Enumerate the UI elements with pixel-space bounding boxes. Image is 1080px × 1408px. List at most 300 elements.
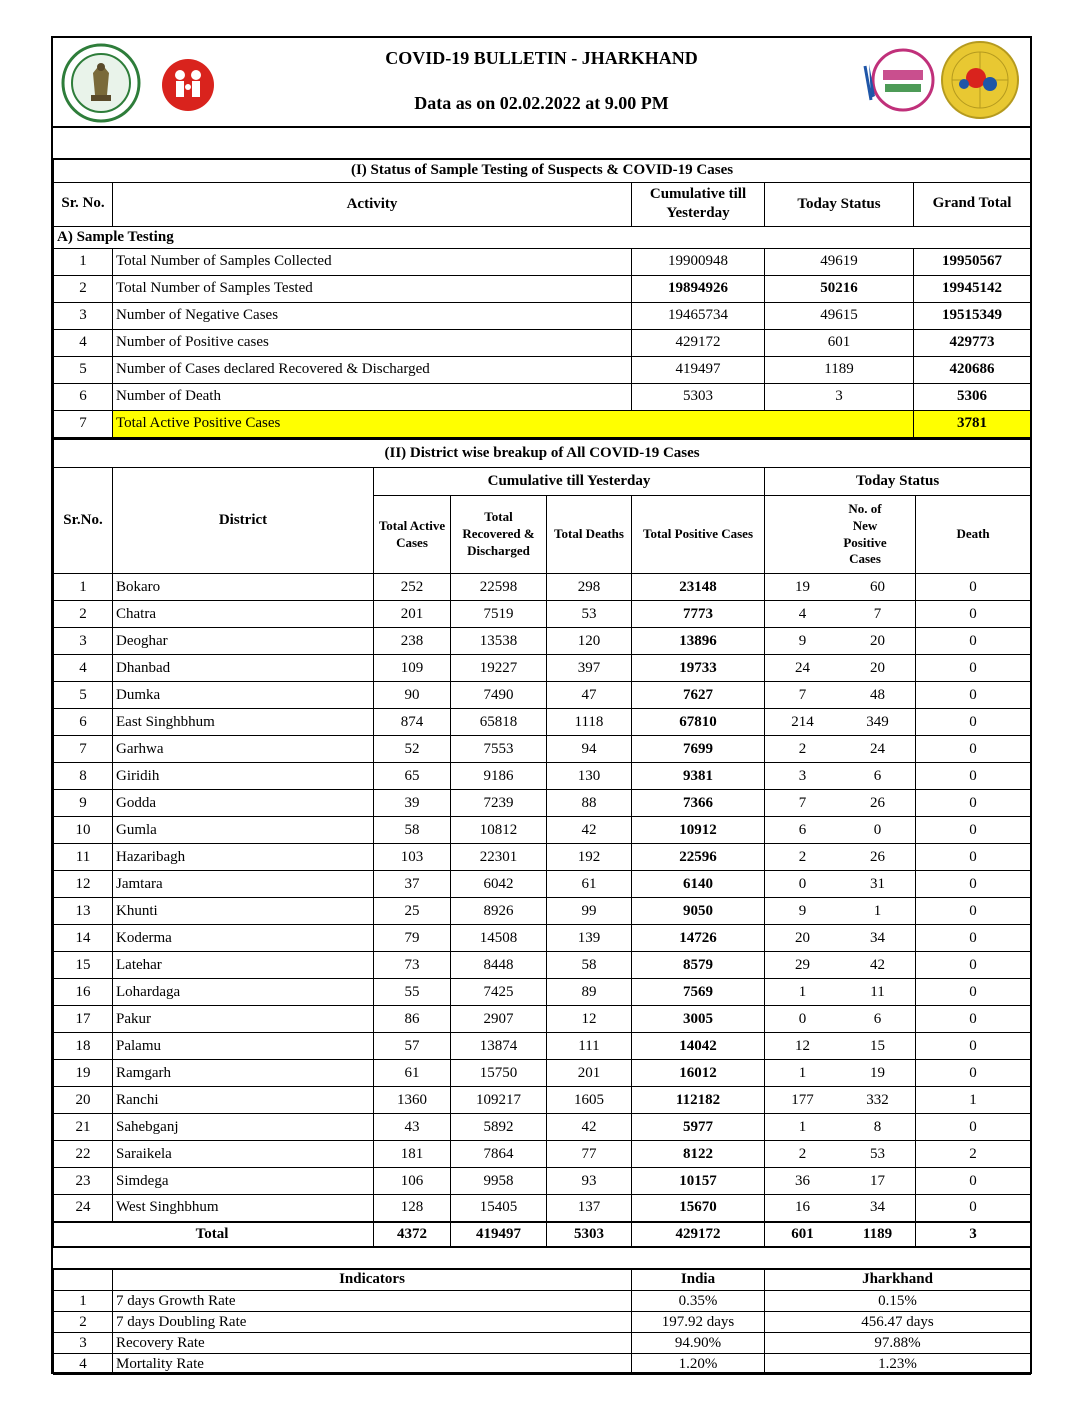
district-recovered: 109217 (451, 1087, 547, 1114)
sample-testing-table (53, 160, 1031, 438)
district-positive: 22596 (632, 844, 765, 871)
district-today-recovered: 20 (870, 632, 885, 649)
indicators-table (53, 1268, 1031, 1376)
row-today: 601 (765, 329, 914, 356)
district-row (54, 898, 1031, 925)
district-active: 79 (374, 925, 451, 952)
total-today-recovered: 1189 (862, 1225, 893, 1242)
district-today-cell (765, 1168, 916, 1195)
col-header-indicators: Indicators (113, 1269, 632, 1291)
total-deaths: 5303 (547, 1222, 632, 1247)
district-name: Lohardaga (113, 979, 374, 1006)
district-deaths: 89 (547, 979, 632, 1006)
sample-testing-subheader-row (54, 226, 1031, 248)
bulletin-title: COVID-19 BULLETIN - JHARKHAND (385, 48, 698, 68)
district-today-cell (765, 682, 916, 709)
district-new-positive: 7 (798, 794, 807, 811)
row-grand-total: 19950567 (914, 248, 1031, 275)
district-today-cell (765, 1114, 916, 1141)
sample-testing-row (54, 248, 1031, 275)
district-row (54, 871, 1031, 898)
district-new-positive: 2 (798, 740, 807, 757)
district-active: 61 (374, 1060, 451, 1087)
col-header-grand-total: Grand Total (914, 182, 1031, 226)
district-sr: 11 (54, 844, 113, 871)
district-positive: 19733 (632, 655, 765, 682)
district-sr: 20 (54, 1087, 113, 1114)
district-recovered: 8926 (451, 898, 547, 925)
district-deaths: 94 (547, 736, 632, 763)
col-header-india: India (632, 1269, 765, 1291)
district-name: Saraikela (113, 1141, 374, 1168)
district-today-recovered: 42 (870, 956, 885, 973)
row-activity: Number of Cases declared Recovered & Discharged (113, 356, 632, 383)
row-sr: 6 (54, 383, 113, 410)
district-new-positive: 20 (795, 929, 810, 946)
district-name: West Singhbhum (113, 1195, 374, 1222)
district-today-recovered: 48 (870, 686, 885, 703)
district-positive: 23148 (632, 574, 765, 601)
group-header-today: Today Status (765, 468, 1031, 496)
col-header-total-active: Total Active Cases (374, 496, 451, 574)
indicator-jharkhand: 456.47 days (765, 1312, 1031, 1333)
district-new-positive: 1 (798, 1118, 807, 1135)
district-active: 252 (374, 574, 451, 601)
col-header-total-recovered: Total Recovered & Discharged (451, 496, 547, 574)
district-death: 0 (916, 871, 1031, 898)
indicator-name: Mortality Rate (113, 1354, 632, 1375)
row-today: 49615 (765, 302, 914, 329)
col-header-total-deaths: Total Deaths (547, 496, 632, 574)
swasth-jharkhand-logo (861, 46, 936, 114)
row-activity: Total Number of Samples Collected (113, 248, 632, 275)
district-row (54, 574, 1031, 601)
district-row (54, 1114, 1031, 1141)
district-death: 1 (916, 1087, 1031, 1114)
district-name: Latehar (113, 952, 374, 979)
district-recovered: 10812 (451, 817, 547, 844)
district-recovered: 15405 (451, 1195, 547, 1222)
indicator-india: 94.90% (632, 1333, 765, 1354)
district-deaths: 12 (547, 1006, 632, 1033)
sample-testing-row (54, 383, 1031, 410)
district-deaths: 111 (547, 1033, 632, 1060)
row-today: 49619 (765, 248, 914, 275)
district-active: 238 (374, 628, 451, 655)
indicator-sr: 2 (54, 1312, 113, 1333)
district-positive: 8579 (632, 952, 765, 979)
row-cumulative: 19894926 (632, 275, 765, 302)
district-today-recovered: 19 (870, 1064, 885, 1081)
district-sr: 16 (54, 979, 113, 1006)
row-grand-total: 429773 (914, 329, 1031, 356)
district-positive: 14042 (632, 1033, 765, 1060)
district-recovered: 8448 (451, 952, 547, 979)
district-death: 0 (916, 898, 1031, 925)
district-row (54, 979, 1031, 1006)
district-positive: 112182 (632, 1087, 765, 1114)
row-grand-total: 19515349 (914, 302, 1031, 329)
district-active: 52 (374, 736, 451, 763)
district-deaths: 53 (547, 601, 632, 628)
district-row (54, 817, 1031, 844)
district-name: Jamtara (113, 871, 374, 898)
total-death: 3 (916, 1222, 1031, 1247)
district-name: Giridih (113, 763, 374, 790)
district-row (54, 682, 1031, 709)
district-deaths: 61 (547, 871, 632, 898)
col-header-total-positive: Total Positive Cases (632, 496, 765, 574)
district-new-positive: 24 (795, 659, 810, 676)
district-row (54, 736, 1031, 763)
district-deaths: 130 (547, 763, 632, 790)
district-today-cell (765, 709, 916, 736)
district-recovered: 19227 (451, 655, 547, 682)
district-active: 39 (374, 790, 451, 817)
active-grand-total: 3781 (914, 410, 1031, 437)
district-recovered: 7519 (451, 601, 547, 628)
district-active: 58 (374, 817, 451, 844)
district-death: 0 (916, 1006, 1031, 1033)
col-header-sr-no-2: Sr.No. (54, 468, 113, 574)
district-name: Garhwa (113, 736, 374, 763)
district-deaths: 1118 (547, 709, 632, 736)
indicator-india: 0.35% (632, 1291, 765, 1312)
district-row (54, 790, 1031, 817)
indicator-row (54, 1312, 1031, 1333)
district-row (54, 952, 1031, 979)
district-name: Hazaribagh (113, 844, 374, 871)
district-today-recovered: 6 (873, 767, 882, 784)
district-new-positive: 177 (791, 1091, 814, 1108)
district-active: 201 (374, 601, 451, 628)
district-recovered: 9958 (451, 1168, 547, 1195)
district-today-recovered: 7 (873, 605, 882, 622)
district-sr: 23 (54, 1168, 113, 1195)
district-positive: 7569 (632, 979, 765, 1006)
district-today-cell (765, 1141, 916, 1168)
district-recovered: 5892 (451, 1114, 547, 1141)
district-new-positive: 6 (798, 821, 807, 838)
district-today-recovered: 332 (866, 1091, 889, 1108)
row-grand-total: 420686 (914, 356, 1031, 383)
district-sr: 6 (54, 709, 113, 736)
district-positive: 7699 (632, 736, 765, 763)
district-row (54, 925, 1031, 952)
district-deaths: 137 (547, 1195, 632, 1222)
district-table (53, 438, 1031, 1248)
bulletin-header (53, 38, 1030, 128)
district-recovered: 7864 (451, 1141, 547, 1168)
district-deaths: 58 (547, 952, 632, 979)
district-positive: 5977 (632, 1114, 765, 1141)
row-grand-total: 19945142 (914, 275, 1031, 302)
indicator-jharkhand: 97.88% (765, 1333, 1031, 1354)
indicator-sr: 3 (54, 1333, 113, 1354)
district-today-recovered: 8 (873, 1118, 882, 1135)
indicator-row (54, 1354, 1031, 1375)
district-new-positive: 3 (798, 767, 807, 784)
district-recovered: 2907 (451, 1006, 547, 1033)
district-death: 0 (916, 790, 1031, 817)
district-recovered: 9186 (451, 763, 547, 790)
district-new-positive: 29 (795, 956, 810, 973)
row-today: 1189 (765, 356, 914, 383)
district-death: 0 (916, 1060, 1031, 1087)
district-row (54, 628, 1031, 655)
district-recovered: 15750 (451, 1060, 547, 1087)
district-today-cell (765, 1033, 916, 1060)
district-positive: 14726 (632, 925, 765, 952)
row-sr: 5 (54, 356, 113, 383)
district-positive: 8122 (632, 1141, 765, 1168)
district-deaths: 192 (547, 844, 632, 871)
district-today-recovered: 60 (870, 578, 885, 595)
district-deaths: 120 (547, 628, 632, 655)
district-name: Deoghar (113, 628, 374, 655)
district-today-recovered: 24 (870, 740, 885, 757)
row-grand-total: 5306 (914, 383, 1031, 410)
district-death: 0 (916, 709, 1031, 736)
district-death: 0 (916, 655, 1031, 682)
district-positive: 15670 (632, 1195, 765, 1222)
district-recovered: 7490 (451, 682, 547, 709)
district-row (54, 1141, 1031, 1168)
sample-testing-row (54, 275, 1031, 302)
district-row (54, 1168, 1031, 1195)
district-active: 65 (374, 763, 451, 790)
row-sr: 3 (54, 302, 113, 329)
district-active: 55 (374, 979, 451, 1006)
district-today-recovered: 349 (866, 713, 889, 730)
district-deaths: 42 (547, 1114, 632, 1141)
district-positive: 67810 (632, 709, 765, 736)
row-sr: 1 (54, 248, 113, 275)
district-today-cell (765, 817, 916, 844)
district-death: 0 (916, 817, 1031, 844)
district-name: Koderma (113, 925, 374, 952)
district-name: Ranchi (113, 1087, 374, 1114)
total-recovered: 419497 (451, 1222, 547, 1247)
district-recovered: 22301 (451, 844, 547, 871)
district-sr: 8 (54, 763, 113, 790)
district-new-positive: 9 (798, 902, 807, 919)
sample-testing-subheader: A) Sample Testing (54, 226, 1031, 248)
district-today-cell (765, 601, 916, 628)
district-active: 181 (374, 1141, 451, 1168)
district-deaths: 88 (547, 790, 632, 817)
district-new-positive: 0 (798, 1010, 807, 1027)
district-new-positive: 2 (798, 848, 807, 865)
district-today-recovered: 34 (870, 929, 885, 946)
district-active: 874 (374, 709, 451, 736)
district-new-positive: 2 (798, 1145, 807, 1162)
indicator-jharkhand: 0.15% (765, 1291, 1031, 1312)
col-header-district: District (113, 468, 374, 574)
district-today-recovered: 20 (870, 659, 885, 676)
district-today-cell (765, 925, 916, 952)
district-today-recovered: 53 (870, 1145, 885, 1162)
indicators-header-row (54, 1269, 1031, 1291)
district-sr: 24 (54, 1195, 113, 1222)
district-sr: 3 (54, 628, 113, 655)
row-cumulative: 19900948 (632, 248, 765, 275)
district-death: 0 (916, 682, 1031, 709)
district-positive: 7773 (632, 601, 765, 628)
group-header-cumulative: Cumulative till Yesterday (374, 468, 765, 496)
district-today-recovered: 26 (870, 848, 885, 865)
district-deaths: 93 (547, 1168, 632, 1195)
district-positive: 10912 (632, 817, 765, 844)
district-row (54, 1033, 1031, 1060)
district-name: East Singhbhum (113, 709, 374, 736)
district-sr: 10 (54, 817, 113, 844)
district-sr: 7 (54, 736, 113, 763)
district-row (54, 601, 1031, 628)
district-today-cell (765, 790, 916, 817)
col-header-jharkhand: Jharkhand (765, 1269, 1031, 1291)
district-today-cell (765, 898, 916, 925)
row-activity: Number of Negative Cases (113, 302, 632, 329)
district-sr: 22 (54, 1141, 113, 1168)
district-recovered: 22598 (451, 574, 547, 601)
district-death: 0 (916, 1114, 1031, 1141)
col-header-activity: Activity (113, 182, 632, 226)
district-active: 25 (374, 898, 451, 925)
active-cases-row (54, 410, 1031, 437)
district-today-recovered: 15 (870, 1037, 885, 1054)
district-deaths: 77 (547, 1141, 632, 1168)
section2-group-row (54, 468, 1031, 496)
district-name: Chatra (113, 601, 374, 628)
bulletin-date: Data as on 02.02.2022 at 9.00 PM (414, 93, 669, 113)
col-header-cumulative: Cumulative till Yesterday (632, 182, 765, 226)
district-name: Ramgarh (113, 1060, 374, 1087)
district-today-recovered: 34 (870, 1199, 885, 1216)
district-today-cell (765, 844, 916, 871)
section1-title: (I) Status of Sample Testing of Suspects & COVID-19 Cases (54, 160, 1031, 182)
district-death: 0 (916, 736, 1031, 763)
section1-header-row (54, 182, 1031, 226)
indicator-name: 7 days Doubling Rate (113, 1312, 632, 1333)
district-recovered: 6042 (451, 871, 547, 898)
district-name: Pakur (113, 1006, 374, 1033)
indicator-row (54, 1333, 1031, 1354)
row-cumulative: 19465734 (632, 302, 765, 329)
indicator-jharkhand: 1.23% (765, 1354, 1031, 1375)
sample-testing-row (54, 302, 1031, 329)
district-active: 106 (374, 1168, 451, 1195)
district-positive: 7627 (632, 682, 765, 709)
district-active: 90 (374, 682, 451, 709)
district-positive: 9050 (632, 898, 765, 925)
district-name: Godda (113, 790, 374, 817)
district-death: 0 (916, 1195, 1031, 1222)
district-active: 43 (374, 1114, 451, 1141)
district-today-cell (765, 655, 916, 682)
district-new-positive: 4 (798, 605, 807, 622)
district-name: Gumla (113, 817, 374, 844)
district-name: Simdega (113, 1168, 374, 1195)
district-death: 0 (916, 979, 1031, 1006)
total-today (765, 1222, 916, 1247)
district-death: 0 (916, 601, 1031, 628)
district-deaths: 99 (547, 898, 632, 925)
row-sr: 2 (54, 275, 113, 302)
district-today-recovered: 0 (873, 821, 882, 838)
total-label: Total (54, 1222, 374, 1247)
health-department-logo (938, 40, 1023, 120)
district-recovered: 7239 (451, 790, 547, 817)
district-name: Palamu (113, 1033, 374, 1060)
col-header-death: Death (916, 496, 1031, 574)
district-row (54, 1060, 1031, 1087)
district-row (54, 655, 1031, 682)
district-deaths: 397 (547, 655, 632, 682)
district-new-positive: 16 (795, 1199, 810, 1216)
district-death: 0 (916, 763, 1031, 790)
district-death: 0 (916, 952, 1031, 979)
district-active: 103 (374, 844, 451, 871)
district-active: 1360 (374, 1087, 451, 1114)
district-sr: 17 (54, 1006, 113, 1033)
district-recovered: 7425 (451, 979, 547, 1006)
district-death: 0 (916, 1168, 1031, 1195)
district-sr: 1 (54, 574, 113, 601)
row-today: 50216 (765, 275, 914, 302)
row-cumulative: 429172 (632, 329, 765, 356)
district-total-row (54, 1222, 1031, 1247)
district-row (54, 1006, 1031, 1033)
district-today-cell (765, 1087, 916, 1114)
district-new-positive: 1 (798, 1064, 807, 1081)
district-today-cell (765, 574, 916, 601)
district-new-positive: 1 (798, 983, 807, 1000)
district-recovered: 7553 (451, 736, 547, 763)
row-today: 3 (765, 383, 914, 410)
district-recovered: 14508 (451, 925, 547, 952)
col-header-today-status: Today Status (765, 182, 914, 226)
row-cumulative: 5303 (632, 383, 765, 410)
indicator-sr: 4 (54, 1354, 113, 1375)
district-positive: 7366 (632, 790, 765, 817)
district-sr: 12 (54, 871, 113, 898)
district-new-positive: 9 (798, 632, 807, 649)
district-death: 0 (916, 628, 1031, 655)
district-today-cell (765, 628, 916, 655)
district-recovered: 13538 (451, 628, 547, 655)
district-recovered: 13874 (451, 1033, 547, 1060)
district-name: Dhanbad (113, 655, 374, 682)
district-sr: 19 (54, 1060, 113, 1087)
total-active: 4372 (374, 1222, 451, 1247)
district-positive: 16012 (632, 1060, 765, 1087)
district-today-recovered: 17 (870, 1172, 885, 1189)
district-death: 2 (916, 1141, 1031, 1168)
district-deaths: 298 (547, 574, 632, 601)
total-new: 601 (791, 1225, 814, 1242)
blank-row (53, 128, 1030, 160)
row-sr: 4 (54, 329, 113, 356)
section2-title: (II) District wise breakup of All COVID-19 Cases (54, 439, 1031, 468)
district-new-positive: 12 (795, 1037, 810, 1054)
district-today-recovered: 11 (870, 983, 885, 1000)
active-activity: Total Active Positive Cases (113, 410, 914, 437)
district-today-recovered: 1 (873, 902, 882, 919)
district-today-cell (765, 952, 916, 979)
blank-row-2 (53, 1248, 1030, 1268)
district-row (54, 709, 1031, 736)
